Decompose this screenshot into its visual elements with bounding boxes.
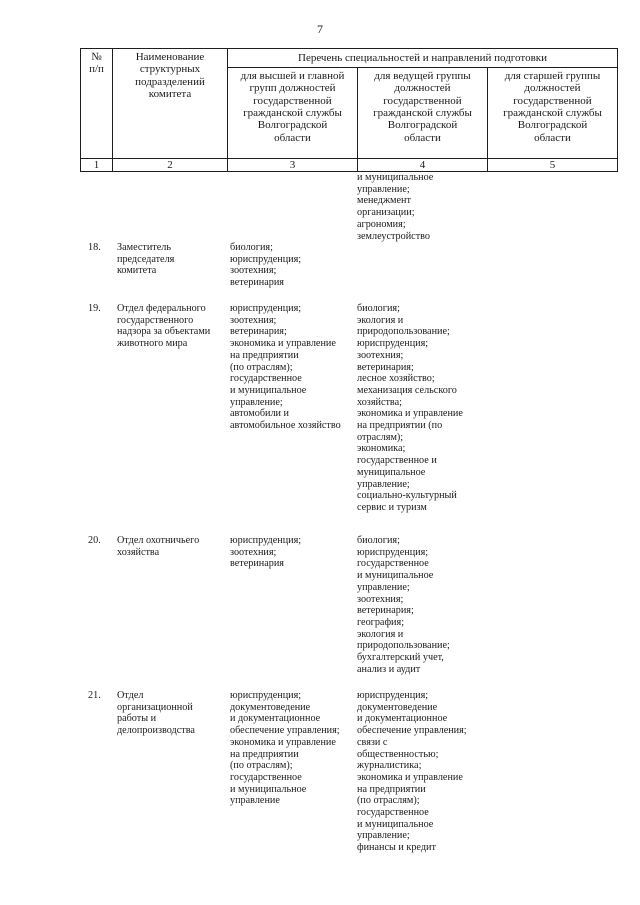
header-col-num: № п/п	[81, 49, 113, 159]
page-number: 7	[317, 22, 323, 36]
row-high-group: юриспруденция; зоотехния; ветеринария; экономика и управление на предприятии (по отраслям); государственное и муниципальное управление; автомобили и автомобильное хозяйство	[230, 303, 341, 432]
header-col-lead: для ведущей группы должностей государственной гражданской службы Волгоградской области	[358, 68, 488, 159]
header-table	[80, 48, 618, 172]
row-number: 19.	[88, 303, 101, 314]
row-lead-group: и муниципальное управление; менеджмент организации; агрономия; землеустройство	[357, 172, 434, 242]
header-col-name: Наименование структурных подразделений комитета	[113, 49, 228, 159]
column-number: 5	[488, 159, 618, 172]
column-number: 2	[113, 159, 228, 172]
header-col-list: Перечень специальностей и направлений подготовки	[228, 49, 618, 68]
row-number: 21.	[88, 690, 101, 701]
row-number: 20.	[88, 535, 101, 546]
header-col-senior: для старшей группы должностей государственной гражданской службы Волгоградской области	[488, 68, 618, 159]
column-number: 1	[81, 159, 113, 172]
row-lead-group: юриспруденция; документоведение и документационное обеспечение управления; связи с общественностью; журналистика; экономика и управление на предприятии (по отраслям); государственное и муниципальное управление; финансы и кредит	[357, 690, 467, 854]
row-unit-name: Заместитель председателя комитета	[117, 242, 175, 277]
row-lead-group: биология; юриспруденция; государственное и муниципальное управление; зоотехния; ветеринария; география; экология и природопользование; бухгалтерский учет, анализ и аудит	[357, 535, 450, 675]
row-lead-group: биология; экология и природопользование; юриспруденция; зоотехния; ветеринария; лесное хозяйство; механизация сельского хозяйства; экономика и управление на предприятии (по отраслям); экономика; государственное и муниципальное управление; социально-культурный сервис и туризм	[357, 303, 463, 513]
row-number: 18.	[88, 242, 101, 253]
row-unit-name: Отдел охотничьего хозяйства	[117, 535, 200, 558]
column-number-row	[81, 159, 618, 172]
table-body	[80, 172, 570, 892]
column-number: 4	[358, 159, 488, 172]
row-unit-name: Отдел федерального государственного надзора за объектами животного мира	[117, 303, 211, 350]
header-col-high: для высшей и главной групп должностей государственной гражданской службы Волгоградской области	[228, 68, 358, 159]
row-high-group: юриспруденция; зоотехния; ветеринария	[230, 535, 302, 570]
row-high-group: юриспруденция; документоведение и документационное обеспечение управления; экономика и управление на предприятии (по отраслям); государственное и муниципальное управление	[230, 690, 340, 807]
row-high-group: биология; юриспруденция; зоотехния; ветеринария	[230, 242, 302, 289]
row-unit-name: Отдел организационной работы и делопроизводства	[117, 690, 195, 737]
column-number: 3	[228, 159, 358, 172]
